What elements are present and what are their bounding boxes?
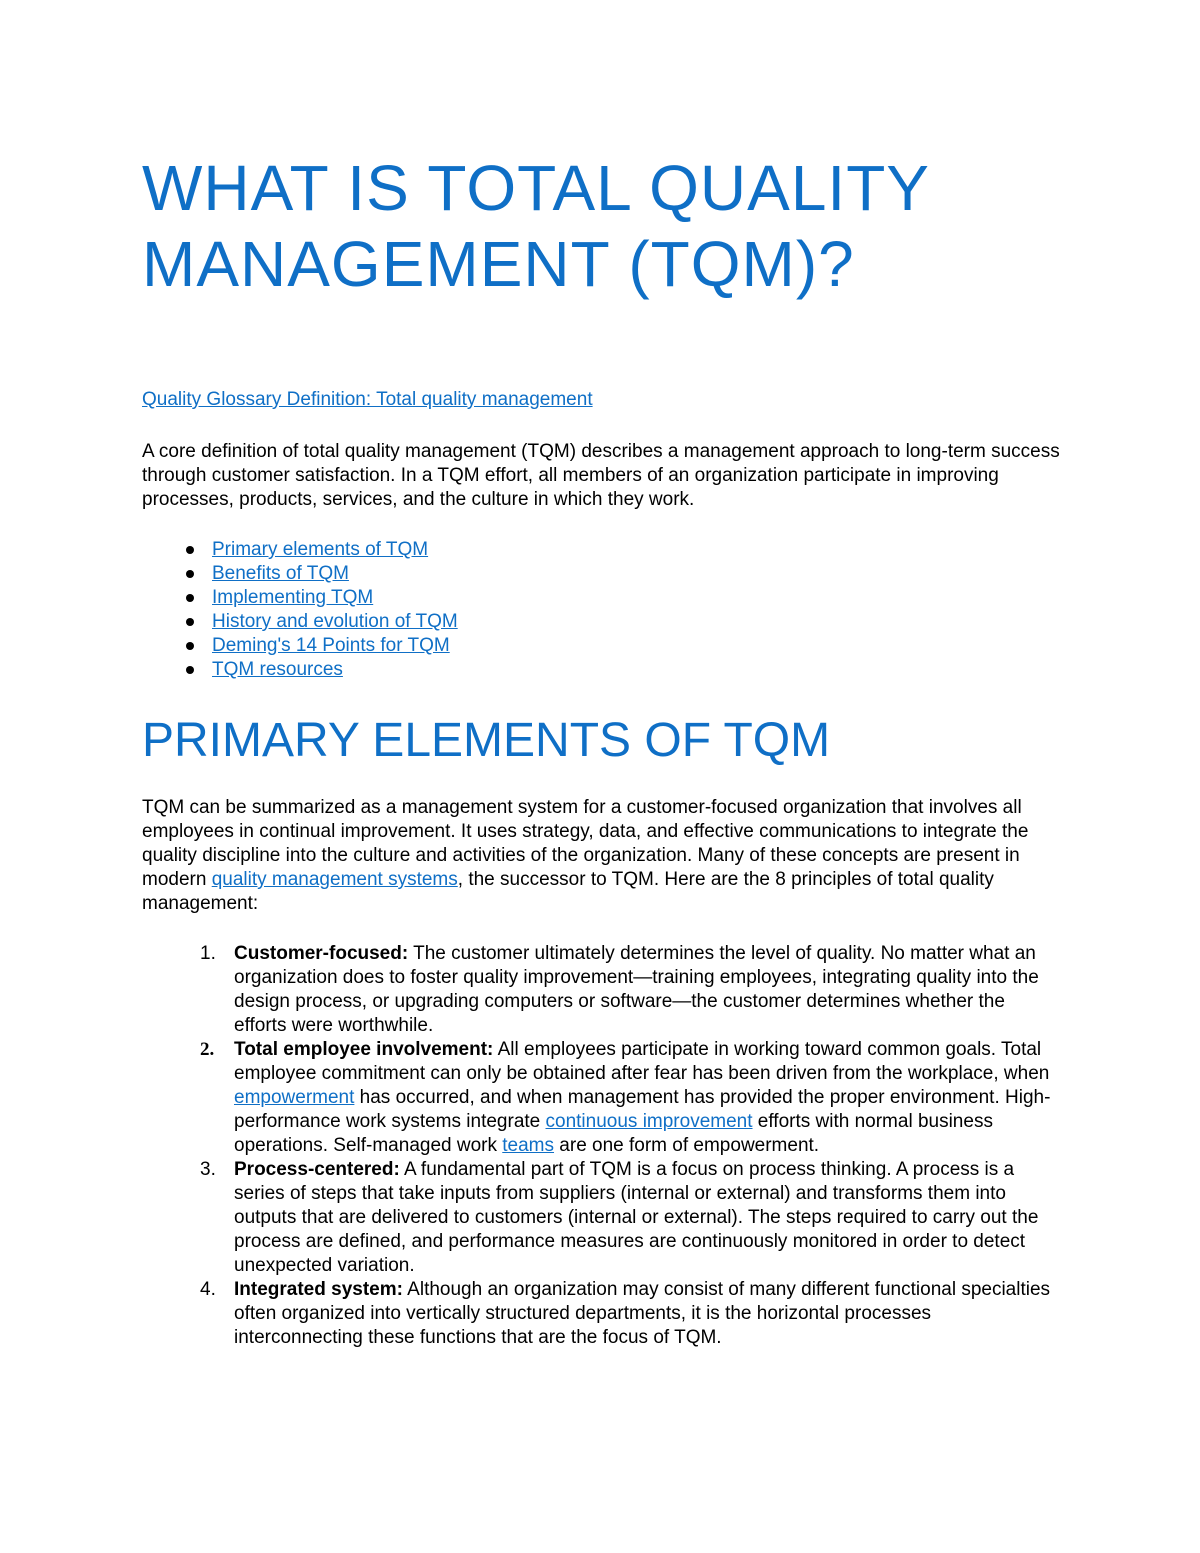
bullet-icon [186, 618, 194, 626]
toc-link-history[interactable]: History and evolution of TQM [212, 611, 458, 632]
list-item [142, 1158, 1062, 1278]
list-number: 3. [200, 1159, 216, 1180]
page-title-line-2: MANAGEMENT (TQM)? [142, 228, 855, 300]
bullet-icon [186, 642, 194, 650]
principle-label: Customer-focused: [234, 943, 409, 964]
principle-text: The customer ultimately determines the level of quality. No matter what an organization does to foster quality improvement—training employees, integrating quality into the design process, or upgrading computers or software—the customer determines whether the efforts were worthwhile. [234, 943, 1039, 1036]
section-title: PRIMARY ELEMENTS OF TQM [142, 714, 831, 767]
glossary-definition-link[interactable]: Quality Glossary Definition: Total quality management [142, 389, 593, 410]
principle-text: All employees participate in working toward common goals. Total employee commitment can only be obtained after fear has been driven from the workplace, when [234, 1039, 1050, 1084]
principle-text: Although an organization may consist of many different functional specialties often organized into vertically structured departments, it is the horizontal processes interconnecting these functions that are the focus of TQM. [234, 1279, 1051, 1348]
toc-link-deming-points[interactable]: Deming's 14 Points for TQM [212, 635, 450, 656]
principle-text: has occurred, and when management has provided the proper environment. High-performance work systems integrate [234, 1087, 1051, 1132]
list-item [142, 586, 458, 610]
summary-text-after-link: , the successor to TQM. Here are the 8 principles of total quality management: [142, 869, 994, 914]
list-item [142, 658, 458, 682]
principle-label: Total employee involvement: [234, 1039, 494, 1060]
toc-link-implementing[interactable]: Implementing TQM [212, 587, 374, 608]
list-item [142, 538, 458, 562]
principle-text: are one form of empowerment. [554, 1135, 820, 1156]
quality-management-systems-link[interactable]: quality management systems [211, 869, 458, 890]
table-of-contents [142, 538, 458, 682]
list-number: 4. [200, 1279, 216, 1300]
principle-label: Integrated system: [234, 1279, 403, 1300]
bullet-icon [186, 666, 194, 674]
bullet-icon [186, 546, 194, 554]
principle-text: A fundamental part of TQM is a focus on process thinking. A process is a series of steps that take inputs from suppliers (internal or external) and transforms them into outputs that are delivered to customers (internal or external). The steps required to carry out the process are defined, and performance measures are continuously monitored in order to detect unexpected variation. [234, 1159, 1039, 1276]
teams-link[interactable]: teams [502, 1135, 555, 1156]
continuous-improvement-link[interactable]: continuous improvement [545, 1111, 753, 1132]
summary-paragraph [142, 796, 1082, 916]
list-item [142, 634, 458, 658]
summary-text-before-link: TQM can be summarized as a management system for a customer-focused organization that involves all employees in continual improvement. It uses strategy, data, and effective communications to integrate the quality discipline into the culture and activities of the organization. Many of these concepts are present in modern [142, 797, 1029, 890]
toc-link-benefits[interactable]: Benefits of TQM [212, 563, 349, 584]
bullet-icon [186, 570, 194, 578]
list-number: 1. [200, 943, 216, 964]
list-item [142, 562, 458, 586]
list-item [142, 942, 1062, 1038]
list-number: 2. [200, 1039, 215, 1060]
principle-label: Process-centered: [234, 1159, 400, 1180]
empowerment-link[interactable]: empowerment [234, 1087, 355, 1108]
list-item [142, 1278, 1062, 1350]
list-item [142, 1038, 1062, 1158]
toc-link-resources[interactable]: TQM resources [212, 659, 343, 680]
principles-list [142, 942, 1062, 1350]
bullet-icon [186, 594, 194, 602]
intro-paragraph: A core definition of total quality management (TQM) describes a management approach to long-term success through customer satisfaction. In a TQM effort, all members of an organization participate in improving processes, products, services, and the culture in which they work. [142, 441, 1060, 510]
principle-text: efforts with normal business operations. Self-managed work [234, 1111, 993, 1156]
list-item [142, 610, 458, 634]
toc-link-primary-elements[interactable]: Primary elements of TQM [212, 539, 429, 560]
page-title [142, 150, 1142, 302]
page-title-line-1: WHAT IS TOTAL QUALITY [142, 152, 930, 224]
